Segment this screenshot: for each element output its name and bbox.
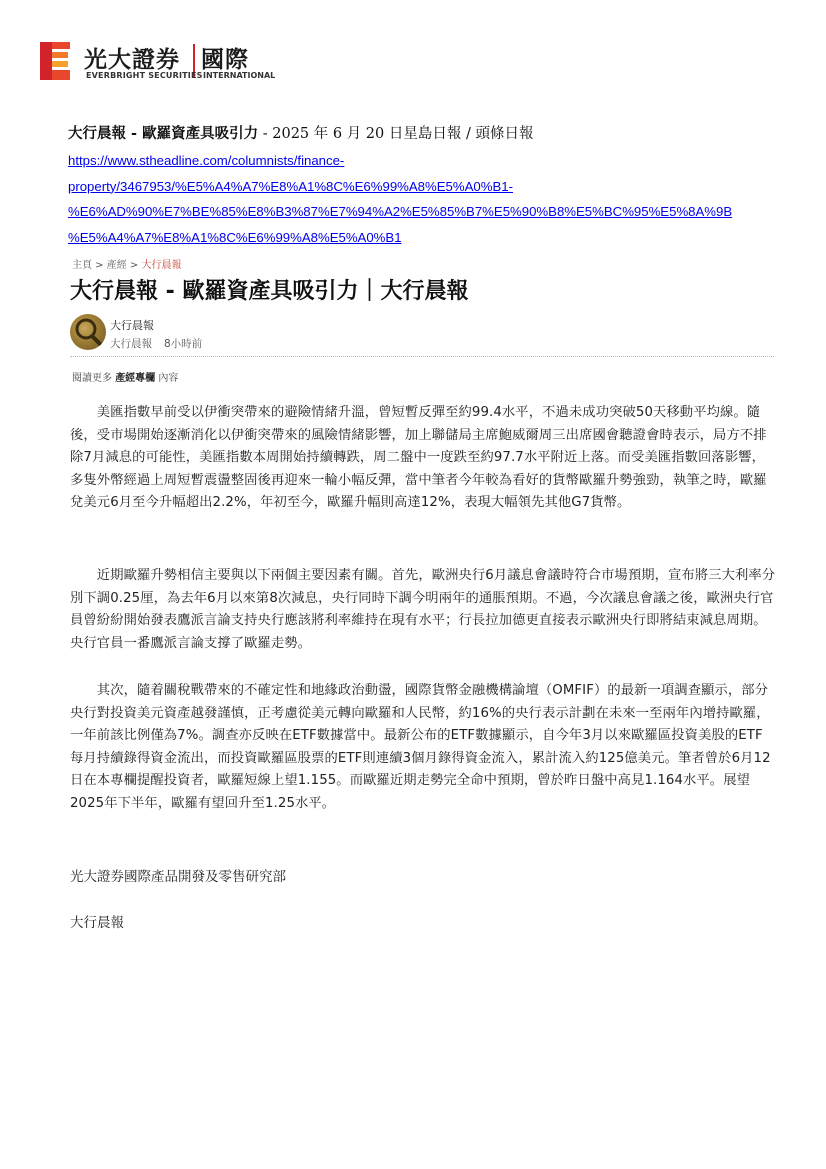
logo-name-cn-intl: 國際 — [201, 47, 249, 73]
breadcrumb-home[interactable]: 主頁 — [72, 260, 92, 271]
author-name[interactable]: 大行晨報 — [110, 319, 154, 332]
breadcrumb-current[interactable]: 大行晨報 — [141, 260, 182, 271]
document-headline — [68, 122, 533, 143]
article-paragraph: 其次，隨着關稅戰帶來的不確定性和地緣政治動盪，國際貨幣金融機構論壇（OMFIF）的最新一項調查顯示，部分央行對投資美元資產越發謹慎，正考慮從美元轉向歐羅和人民幣，約16%的央行表示計劃在未來一至兩年內增持歐羅，一年前該比例僅為7%。調查亦反映在ETF數據當中。最新公布的ETF數據顯示，自今年3月以來歐羅區投資美股的ETF每月持續錄得資金流出，而投資歐羅區股票的ETF則連續3個月錄得資金流入，累計流入約125億美元。筆者曾於6月12日在本專欄提醒投資者，歐羅短線上望1.155。而歐羅近期走勢完全命中預期，曾於昨日盤中高見1.164水平。展望2025年下半年，歐羅有望回升至1.25水平。 — [70, 683, 771, 811]
headline-source: - 2025 年 6 月 20 日星島日報 / 頭條日報 — [258, 126, 534, 142]
article-title: 大行晨報 - 歐羅資產具吸引力｜大行晨報 — [70, 279, 469, 304]
article-paragraph: 近期歐羅升勢相信主要與以下兩個主要因素有關。首先，歐洲央行6月議息會議時符合市場預期，宣布將三大利率分別下調0.25厘，為去年6月以來第8次減息，央行同時下調今明兩年的通脹預期。不過，今次議息會議之後，歐洲央行官員曾紛紛開始發表鷹派言論支持央行應該將利率維持在現有水平；行長拉加德更直接表示歐洲央行即將結束減息周期。央行官員一番鷹派言論支撐了歐羅走勢。 — [70, 568, 776, 651]
source-link-line[interactable]: https://www.stheadline.com/columnists/finance- — [68, 153, 345, 168]
logo-name-en-intl: INTERNATIONAL — [203, 71, 276, 80]
headline-title: 大行晨報 - 歐羅資產具吸引力 — [68, 126, 259, 142]
logo-name-en: EVERBRIGHT SECURITIES — [86, 71, 203, 80]
author-avatar — [70, 314, 106, 350]
source-link-line[interactable]: property/3467953/%E5%A4%A7%E8%A1%8C%E6%99%A8%E5%A0%B1- — [68, 178, 513, 194]
breadcrumb-section[interactable]: 產經 — [106, 260, 127, 271]
read-more-link[interactable]: 產經專欄 — [115, 373, 156, 384]
read-more-suffix: 內容 — [158, 373, 179, 384]
article-meta — [110, 336, 214, 351]
article-paragraph: 美匯指數早前受以伊衝突帶來的避險情緒升溫，曾短暫反彈至約99.4水平，不過未成功突破50天移動平均線。隨後，受市場開始逐漸消化以伊衝突帶來的風險情緒影響，加上聯儲局主席鮑威爾周三出席國會聽證會時表示，局方不排除7月減息的可能性，美匯指數本周開始持續轉跌，周二盤中一度跌至約97.7水平附近上落。而受美匯指數回落影響，多隻外幣經過上周短暫震盪整固後再迎來一輪小幅反彈，當中筆者今年較為看好的貨幣歐羅升勢強勁，執筆之時，歐羅兌美元6月至今升幅超出2.2%，年初至今，歐羅升幅則高達12%，表現大幅領先其他G7貨幣。 — [70, 405, 767, 511]
read-more — [72, 369, 178, 384]
everbright-logo-icon — [38, 40, 72, 82]
breadcrumb-separator: > — [92, 260, 107, 271]
logo-name-cn: 光大證券 — [84, 47, 180, 73]
author-column: 大行晨報 — [110, 338, 152, 350]
read-more-prefix: 閱讀更多 — [72, 373, 112, 384]
source-link-line[interactable]: %E6%AD%90%E7%BE%85%E8%B3%87%E7%94%A2%E5%85%B7%E5%90%B8%E5%BC%95%E5%8A%9B — [68, 204, 733, 219]
divider — [70, 356, 774, 357]
breadcrumb-separator: > — [126, 260, 142, 271]
magnifier-icon — [70, 314, 106, 350]
breadcrumb — [72, 256, 182, 271]
source-link-line[interactable]: %E5%A4%A7%E8%A1%8C%E6%99%A8%E5%A0%B1 — [68, 229, 402, 245]
publish-time: 8小時前 — [164, 338, 203, 350]
company-logo — [38, 40, 278, 84]
signature-name: 大行晨報 — [70, 915, 124, 931]
signature-department: 光大證券國際產品開發及零售研究部 — [70, 869, 286, 885]
source-link[interactable] — [68, 148, 780, 250]
